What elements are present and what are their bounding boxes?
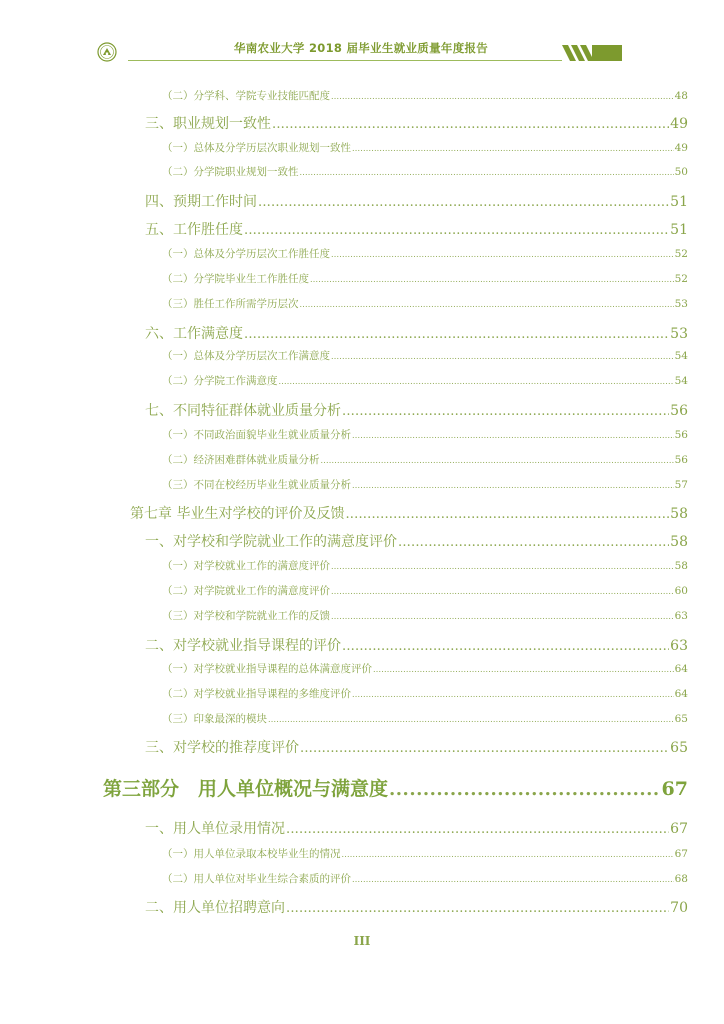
report-title: 华南农业大学 2018 届毕业生就业质量年度报告 [233,41,489,55]
dot-leader [286,901,669,916]
dot-leader [272,117,669,132]
toc-entry[interactable] [162,661,688,676]
dot-leader [331,562,674,571]
dot-leader [244,223,669,238]
toc-entry-title: （三）印象最深的模块 [162,713,267,725]
dot-leader [268,715,674,724]
toc-entry-page: 58 [670,506,688,522]
dot-leader [331,587,674,596]
toc-entry[interactable] [145,191,688,211]
toc-entry-title: 一、对学校和学院就业工作的满意度评价 [145,534,397,550]
toc-entry-title: 二、对学校就业指导课程的评价 [145,638,341,654]
dot-leader [300,300,674,309]
toc-entry-title: 第三部分 用人单位概况与满意度 [103,778,389,800]
toc-entry[interactable] [162,427,688,442]
toc-entry[interactable] [145,635,688,655]
toc-entry[interactable] [162,452,688,467]
toc-entry[interactable] [162,373,688,388]
dot-leader [352,875,674,884]
toc-entry-page: 52 [674,273,688,285]
dot-leader [321,456,674,465]
dot-leader [352,481,674,490]
dot-leader [300,168,674,177]
toc-entry[interactable] [103,774,688,801]
toc-entry[interactable] [145,531,688,551]
toc-entry-page: 63 [674,610,688,622]
toc-entry-page: 63 [670,638,688,654]
dot-leader [389,779,661,800]
toc-entry[interactable] [162,164,688,179]
toc-entry-page: 49 [674,142,688,154]
toc-entry-title: （一）不同政治面貌毕业生就业质量分析 [162,429,351,441]
toc-entry-page: 67 [670,821,688,837]
dot-leader [279,377,674,386]
dot-leader [342,850,674,859]
toc-entry-title: （一）对学校就业工作的满意度评价 [162,560,330,572]
toc-entry-page: 52 [674,248,688,260]
dot-leader [345,507,669,522]
toc-entry-title: （二）分学院职业规划一致性 [162,166,299,178]
toc-entry-title: （一）总体及分学历层次工作胜任度 [162,248,330,260]
toc-entry-title: 七、不同特征群体就业质量分析 [145,403,341,419]
toc-entry[interactable] [145,737,688,757]
dot-leader [342,639,669,654]
dot-leader [300,741,669,756]
toc-entry-title: 六、工作满意度 [145,326,243,342]
toc-entry-page: 48 [674,90,688,102]
dot-leader [286,822,669,837]
toc-entry-title: 第七章 毕业生对学校的评价及反馈 [130,506,345,522]
toc-entry-page: 65 [674,713,688,725]
dot-leader [331,250,674,259]
toc-entry-page: 56 [674,429,688,441]
toc-entry-page: 70 [670,900,688,916]
toc-entry-page: 67 [661,778,688,800]
toc-entry-title: （三）胜任工作所需学历层次 [162,298,299,310]
toc-entry-page: 67 [674,848,688,860]
toc-entry-title: （一）总体及分学历层次职业规划一致性 [162,142,351,154]
toc-entry[interactable] [162,583,688,598]
toc-entry-title: 三、职业规划一致性 [145,116,271,132]
toc-entry-title: （一）用人单位录取本校毕业生的情况 [162,848,341,860]
toc-entry-title: （一）总体及分学历层次工作满意度 [162,350,330,362]
toc-entry[interactable] [130,503,688,523]
dot-leader [258,195,669,210]
toc-entry-page: 51 [670,222,688,238]
toc-entry[interactable] [145,400,688,420]
toc-entry[interactable] [145,818,688,838]
toc-entry-page: 64 [674,688,688,700]
toc-entry[interactable] [162,88,688,103]
toc-entry-page: 64 [674,663,688,675]
toc-entry-page: 54 [674,350,688,362]
toc-entry[interactable] [145,113,688,133]
dot-leader [352,690,674,699]
toc-entry-title: （二）分学院毕业生工作胜任度 [162,273,309,285]
toc-entry-title: （二）分学院工作满意度 [162,375,278,387]
dot-leader [352,144,674,153]
toc-entry[interactable] [162,348,688,363]
toc-entry-page: 49 [670,116,688,132]
toc-entry[interactable] [162,140,688,155]
dot-leader [310,275,674,284]
toc-entry-page: 53 [670,326,688,342]
page-number: III [353,934,371,948]
dot-leader [331,92,674,101]
toc-entry[interactable] [162,846,688,861]
toc-entry-page: 54 [674,375,688,387]
toc-entry-page: 56 [670,403,688,419]
toc-entry[interactable] [162,477,688,492]
dot-leader [398,535,669,550]
toc-entry[interactable] [162,871,688,886]
toc-entry-title: 四、预期工作时间 [145,194,257,210]
toc-entry-page: 53 [674,298,688,310]
toc-entry-page: 50 [674,166,688,178]
toc-entry[interactable] [162,711,688,726]
toc-entry-title: （二）对学校就业指导课程的多维度评价 [162,688,351,700]
toc-entry-title: （二）分学科、学院专业技能匹配度 [162,90,330,102]
toc-entry-page: 51 [670,194,688,210]
toc-entry-title: 一、用人单位录用情况 [145,821,285,837]
toc-entry[interactable] [145,219,688,239]
toc-entry[interactable] [162,686,688,701]
toc-entry-page: 58 [674,560,688,572]
toc-entry-title: 二、用人单位招聘意向 [145,900,285,916]
dot-leader [342,404,669,419]
toc-entry[interactable] [145,897,688,917]
toc-entry-title: （二）用人单位对毕业生综合素质的评价 [162,873,351,885]
dot-leader [373,665,674,674]
toc-entry[interactable] [162,246,688,261]
dot-leader [244,327,669,342]
toc-entry-page: 60 [674,585,688,597]
toc-entry-title: （三）不同在校经历毕业生就业质量分析 [162,479,351,491]
toc-entry-title: （二）对学院就业工作的满意度评价 [162,585,330,597]
dot-leader [331,352,674,361]
dot-leader [331,612,674,621]
toc-entry-title: 三、对学校的推荐度评价 [145,740,299,756]
toc-entry-page: 68 [674,873,688,885]
dot-leader [352,431,674,440]
toc-entry-page: 57 [674,479,688,491]
toc-entry[interactable] [145,323,688,343]
toc-entry[interactable] [162,296,688,311]
toc-entry[interactable] [162,271,688,286]
toc-entry-page: 58 [670,534,688,550]
toc-entry-title: 五、工作胜任度 [145,222,243,238]
toc-entry-title: （三）对学校和学院就业工作的反馈 [162,610,330,622]
toc-entry[interactable] [162,558,688,573]
toc-entry[interactable] [162,608,688,623]
toc-entry-page: 65 [670,740,688,756]
toc-entry-title: （二）经济困难群体就业质量分析 [162,454,320,466]
toc-entry-page: 56 [674,454,688,466]
toc-entry-title: （一）对学校就业指导课程的总体满意度评价 [162,663,372,675]
